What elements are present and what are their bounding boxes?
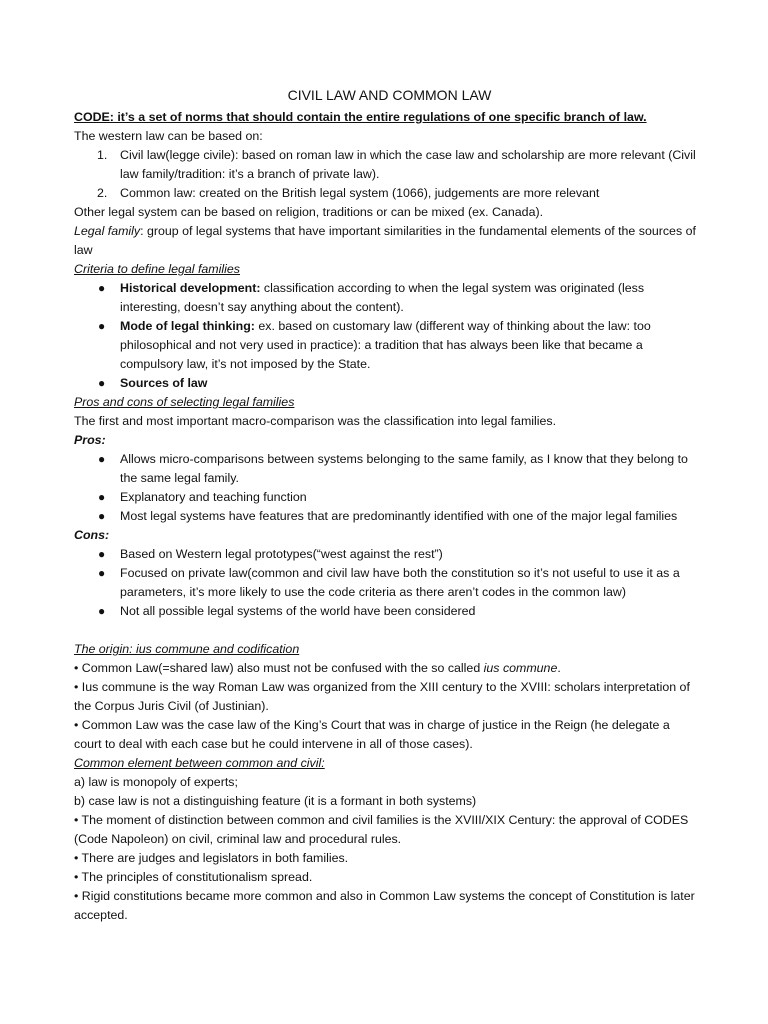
origin-paragraph: • Ius commune is the way Roman Law was organized from the XIII century to the XVIII: scholars interpretation of the Corpus Juris Civil (of Justinian). (74, 680, 690, 713)
cons-item (74, 602, 699, 621)
origin-paragraph (74, 659, 699, 678)
legal-family-definition (74, 222, 699, 260)
bullet-icon: ● (98, 376, 106, 390)
list-number: 2. (97, 186, 108, 200)
origin-emphasis: ius commune (483, 661, 558, 675)
common-paragraph: • Rigid constitutions became more common and also in Common Law systems the concept of Constitution is later accepted. (74, 889, 695, 922)
pros-item (74, 450, 699, 488)
pros-item (74, 507, 699, 526)
other-systems: Other legal system can be based on religion, traditions or can be mixed (ex. Canada). (74, 205, 544, 219)
list-item-text: Civil law(legge civile): based on roman law in which the case law and scholarship are more relevant (Civil law family/tradition: it’s a branch of private law). (120, 148, 696, 181)
common-paragraph: • The moment of distinction between common and civil families is the XVIII/XIX Century: the approval of CODES (Code Napoleon) on civil, criminal law and procedural rules. (74, 813, 689, 846)
origin-text-end: . (557, 661, 561, 675)
pros-item (74, 488, 699, 507)
pros-text: Explanatory and teaching function (120, 490, 307, 504)
origin-paragraph: • Common Law was the case law of the King’s Court that was in charge of justice in the Reign (he delegate a court to deal with each case but he could intervene in all of those cases). (74, 718, 670, 751)
criteria-heading: Criteria to define legal families (74, 262, 240, 276)
pros-text: Allows micro-comparisons between systems belonging to the same family, as I know that they belong to the same legal family. (120, 452, 688, 485)
bullet-icon: ● (98, 319, 106, 333)
western-list (74, 146, 699, 203)
criteria-text: ex. based on customary law (different way of thinking about the law: too philosophical and not very used in practice): a tradition that has always been like that became a compulsory law, it’s not imposed by the State. (120, 319, 651, 371)
cons-label: Cons: (74, 528, 110, 542)
legal-family-term: Legal family (74, 224, 141, 238)
origin-heading: The origin: ius commune and codification (74, 642, 300, 656)
pros-list (74, 450, 699, 526)
bullet-icon: ● (98, 604, 106, 618)
common-heading: Common element between common and civil: (74, 756, 325, 770)
common-paragraph: • There are judges and legislators in both families. (74, 851, 349, 865)
criteria-label: Historical development: (120, 281, 261, 295)
criteria-list (74, 279, 699, 393)
cons-item (74, 545, 699, 564)
list-number: 1. (97, 148, 108, 162)
criteria-item (74, 374, 699, 393)
bullet-icon: ● (98, 490, 106, 504)
cons-list (74, 545, 699, 621)
common-item: a) law is monopoly of experts; (74, 775, 238, 789)
bullet-icon: ● (98, 281, 106, 295)
document-body (74, 84, 699, 925)
common-paragraph: • The principles of constitutionalism spread. (74, 870, 313, 884)
criteria-item (74, 279, 699, 317)
cons-text: Focused on private law(common and civil law have both the constitution so it’s not useful to use it as a parameters, it’s more likely to use the code criteria as there aren’t codes in the common law) (120, 566, 680, 599)
criteria-label: Sources of law (120, 376, 208, 390)
western-intro: The western law can be based on: (74, 129, 263, 143)
proscons-intro: The first and most important macro-comparison was the classification into legal families. (74, 414, 557, 428)
criteria-label: Mode of legal thinking: (120, 319, 255, 333)
common-item: b) case law is not a distinguishing feature (it is a formant in both systems) (74, 794, 477, 808)
bullet-icon: ● (98, 452, 106, 466)
proscons-heading: Pros and cons of selecting legal families (74, 395, 295, 409)
code-definition: CODE: it’s a set of norms that should contain the entire regulations of one specific branch of law. (74, 110, 647, 124)
spacer (74, 621, 699, 640)
western-list-item (74, 146, 699, 184)
legal-family-def: : group of legal systems that have important similarities in the fundamental elements of the sources of law (74, 224, 696, 257)
pros-label: Pros: (74, 433, 106, 447)
page-title: CIVIL LAW AND COMMON LAW (287, 87, 492, 103)
western-list-item (74, 184, 699, 203)
criteria-item (74, 317, 699, 374)
origin-text: • Common Law(=shared law) also must not be confused with the so called (74, 661, 484, 675)
list-item-text: Common law: created on the British legal system (1066), judgements are more relevant (120, 186, 600, 200)
cons-text: Based on Western legal prototypes(“west against the rest”) (120, 547, 443, 561)
bullet-icon: ● (98, 566, 106, 580)
cons-text: Not all possible legal systems of the world have been considered (120, 604, 476, 618)
bullet-icon: ● (98, 509, 106, 523)
criteria-text: classification according to when the legal system was originated (less interesting, doesn’t say anything about the content). (120, 281, 645, 314)
bullet-icon: ● (98, 547, 106, 561)
cons-item (74, 564, 699, 602)
pros-text: Most legal systems have features that are predominantly identified with one of the major legal families (120, 509, 678, 523)
